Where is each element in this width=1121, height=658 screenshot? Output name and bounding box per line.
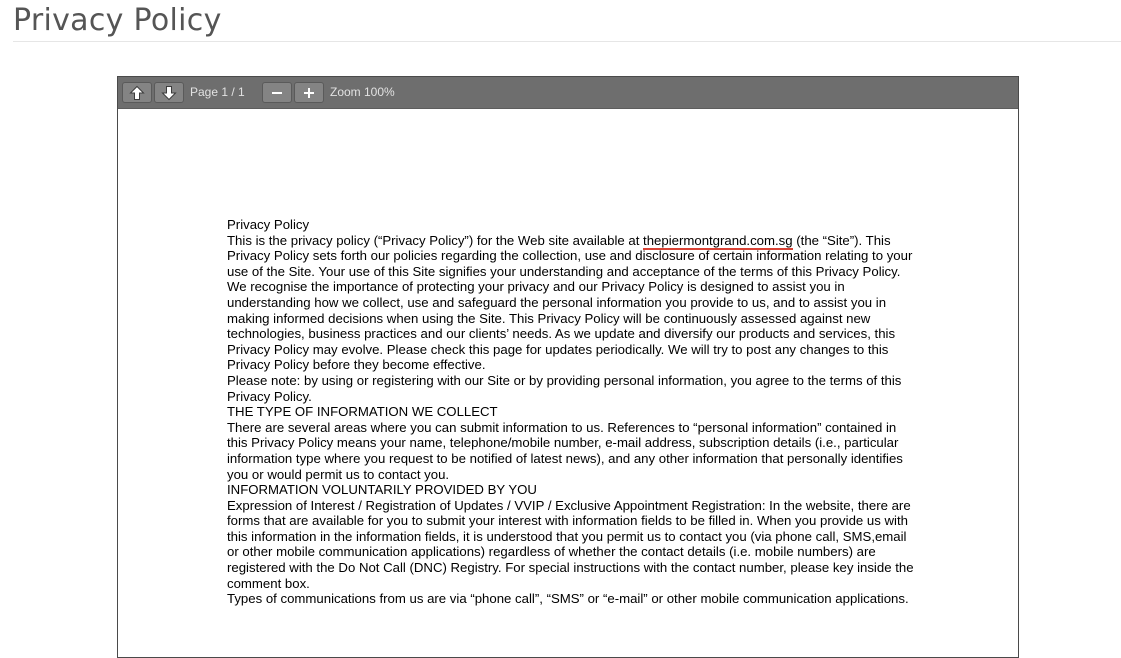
zoom-out-button[interactable] [262,82,292,103]
note-paragraph: Please note: by using or registering with our Site or by providing personal information, you agree to the terms of this Privacy Policy. [227,372,902,404]
intro-paragraph [227,233,917,280]
next-page-button[interactable] [154,82,184,103]
pdf-viewer [117,76,1019,658]
intro-text-start: This is the privacy policy (“Privacy Policy”) for the Web site available at [227,232,644,248]
pdf-toolbar [118,77,1018,109]
title-divider [13,41,1121,42]
collect-section-heading: THE TYPE OF INFORMATION WE COLLECT [227,404,498,420]
previous-page-button[interactable] [122,82,152,103]
page-title: Privacy Policy [13,3,222,38]
plus-icon [302,86,316,100]
arrow-up-icon [129,85,145,101]
intro-text-end: (the “Site”). This Privacy Policy sets forth our policies regarding the collection, use and disclosure of certain information relating to your use of the Site. Your use of this Site signifies your understanding and acceptance of the terms of this Privacy Policy. [227,232,913,279]
document-content [227,217,917,607]
communication-types-paragraph: Types of communications from us are via “phone call”, “SMS” or “e-mail” or other mobile communication applications. [227,591,909,607]
page-indicator: Page 1 / 1 [190,85,245,99]
arrow-down-icon [161,85,177,101]
site-link[interactable]: thepiermontgrand.com.sg [643,232,793,248]
zoom-level: Zoom 100% [330,85,395,99]
minus-icon [270,86,284,100]
recognise-paragraph: We recognise the importance of protecting your privacy and our Privacy Policy is designed to assist you in understanding how we collect, use and safeguard the personal information you provide to us, and to assist you in making informed decisions when using the Site. This Privacy Policy will be continuously assessed against new technologies, business practices and our clients’ needs. As we update and diversify our products and services, this Privacy Policy may evolve. Please check this page for updates periodically. We will try to post any changes to this Privacy Policy before they become effective. [227,279,896,373]
document-heading: Privacy Policy [227,217,310,232]
zoom-in-button[interactable] [294,82,324,103]
expression-paragraph: Expression of Interest / Registration of Updates / VVIP / Exclusive Appointment Registration: In the website, there are forms that are available for you to submit your interest with information fields to be filled in. When you provide us with this information in the information fields, it is understood that you permit us to contact you (via phone call, SMS,email or other mobile communication applications) regardless of whether the contact details (i.e. mobile numbers) are registered with the Do Not Call (DNC) Registry. For special instructions with the contact number, please key inside the comment box. [227,497,914,591]
collect-paragraph: There are several areas where you can submit information to us. References to “personal information” contained in this Privacy Policy means your name, telephone/mobile number, e-mail address, subscription details (i.e., particular information type where you request to be notified of latest news), and any other information that personally identifies you or would permit us to contact you. [227,419,903,482]
voluntary-section-heading: INFORMATION VOLUNTARILY PROVIDED BY YOU [227,482,537,498]
